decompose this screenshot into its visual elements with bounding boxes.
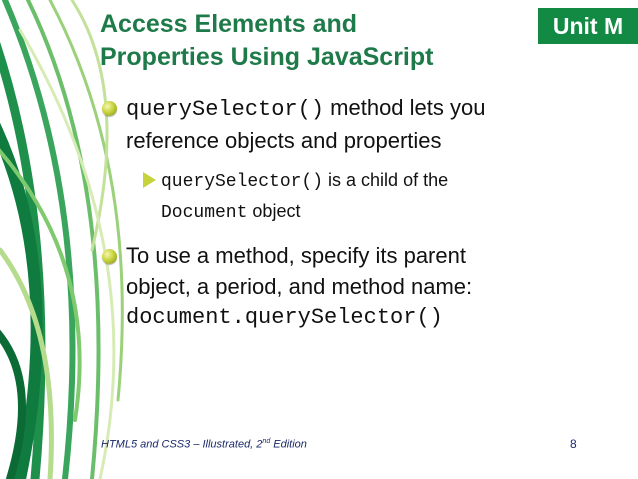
arrow-bullet-icon [143, 172, 156, 188]
sub-bullet-text-2: object [247, 201, 301, 221]
sub-bullet-code-1: querySelector() [161, 172, 324, 192]
footer-text-a: HTML5 and CSS3 – Illustrated, 2 [101, 438, 263, 451]
unit-badge: Unit M [538, 8, 638, 44]
bullet-1-text [126, 92, 606, 156]
sub-bullet-line-1 [161, 166, 601, 197]
footer-citation [101, 438, 307, 451]
bullet-dot-icon [102, 101, 117, 116]
sub-bullet-line-2 [161, 197, 601, 228]
bullet-2-code: document.querySelector() [126, 305, 443, 330]
sub-bullet-text [161, 166, 601, 228]
bullet-1-text-a: method lets you [324, 95, 486, 120]
page-number: 8 [570, 437, 577, 451]
footer-sup: nd [262, 438, 271, 445]
bullet-1-line-2: reference objects and properties [126, 128, 442, 153]
footer-text-b: Edition [270, 438, 307, 451]
bullet-2-text [126, 240, 606, 333]
bullet-dot-icon [102, 249, 117, 264]
bullet-2-line-2: object, a period, and method name: [126, 274, 473, 299]
title-line-1: Access Elements and [100, 10, 358, 38]
sub-bullet-text-1: is a child of the [323, 170, 449, 190]
bullet-1-line-1 [126, 92, 606, 125]
title-line-2: Properties Using JavaScript [100, 43, 434, 71]
slide-title [100, 8, 530, 74]
bullet-2-line-1: To use a method, specify its parent [126, 243, 466, 268]
bullet-1-code: querySelector() [126, 97, 325, 122]
sub-bullet-code-2: Document [161, 203, 248, 223]
